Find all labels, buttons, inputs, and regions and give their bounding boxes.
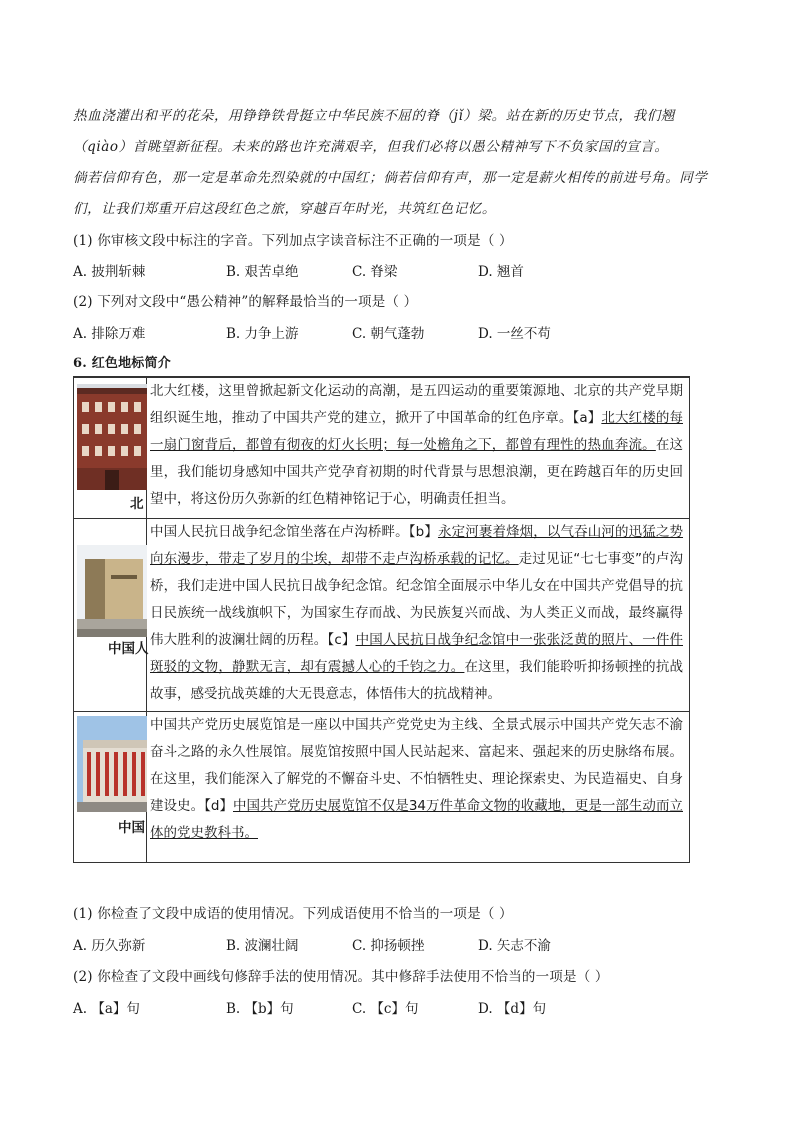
q5-1-option-d[interactable]: D. 翘首 <box>478 264 524 280</box>
intro-line-2: （qiào）首眺望新征程。未来的路也许充满艰辛，但我们必将以愚公精神写下不负家国的宣言。 <box>73 139 669 155</box>
war-memorial-text <box>150 519 683 708</box>
q5-2-option-d[interactable]: D. 一丝不苟 <box>478 326 551 342</box>
table-row-war-memorial <box>74 518 689 711</box>
sentence-c: 中国人民抗日战争纪念馆中一张张泛黄的照片、一件件斑驳的文物，静默无言，却有震撼人心的千钧之力。 <box>150 632 683 675</box>
q6-2-option-b[interactable]: B. 【b】句 <box>226 1001 294 1017</box>
intro-line-3: 倘若信仰有色，那一定是革命先烈染就的中国红；倘若信仰有声，那一定是薪火相传的前进号角。同学 <box>73 170 708 186</box>
red-building-photo <box>77 384 147 490</box>
red-building-text <box>150 378 683 513</box>
war-memorial-caption: 中国人 <box>108 641 149 657</box>
sentence-d: 中国共产党历史展览馆不仅是34万件革命文物的收藏地，更是一部生动而立体的党史教科书。 <box>150 798 683 841</box>
q6-1-option-d[interactable]: D. 矢志不渝 <box>478 938 551 954</box>
q6-2-option-c[interactable]: C. 【c】句 <box>352 1001 419 1017</box>
red-building-caption: 北 <box>130 496 144 512</box>
q5-2-stem: (2) 下列对文段中“愚公精神”的解释最恰当的一项是（ ） <box>73 294 418 310</box>
q5-1-option-b[interactable]: B. 艰苦卓绝 <box>226 264 299 280</box>
q5-2-option-b[interactable]: B. 力争上游 <box>226 326 299 342</box>
party-history-hall-caption: 中国 <box>118 820 145 836</box>
intro-line-1: 热血浇灌出和平的花朵，用铮铮铁骨挺立中华民族不屈的脊（jǐ）梁。站在新的历史节点，我们翘 <box>73 108 675 124</box>
war-memorial-text-part-3: 在这里，我们能聆听抑扬顿挫的抗战故事，感受抗战英雄的大无畏意志，体悟伟大的抗战精神。 <box>150 659 684 702</box>
q5-2-option-c[interactable]: C. 朝气蓬勃 <box>352 326 425 342</box>
table-row-party-history-hall <box>74 711 689 864</box>
q6-1-option-b[interactable]: B. 波澜壮阔 <box>226 938 299 954</box>
red-building-text-part-1: 北大红楼，这里曾掀起新文化运动的高潮，是五四运动的重要策源地、北京的共产党早期组织诞生地，推动了中国共产党的建立，掀开了中国革命的红色序章。【a】 <box>150 383 683 426</box>
sentence-b: 永定河裹着烽烟，以气吞山河的迅猛之势向东漫步，带走了岁月的尘埃，却带不走卢沟桥承载的记忆。 <box>150 524 684 567</box>
q5-1-option-c[interactable]: C. 脊梁 <box>352 264 398 280</box>
q6-1-option-a[interactable]: A. 历久弥新 <box>73 938 146 954</box>
landmark-table <box>73 376 690 863</box>
party-history-hall-text <box>150 712 683 847</box>
war-memorial-photo <box>77 545 147 637</box>
q6-2-stem: (2) 你检查了文段中画线句修辞手法的使用情况。其中修辞手法使用不恰当的一项是（ ） <box>73 969 609 985</box>
table-row-peking-red-building <box>74 377 689 518</box>
q6-1-option-c[interactable]: C. 抑扬顿挫 <box>352 938 425 954</box>
intro-line-4: 们，让我们郑重开启这段红色之旅，穿越百年时光，共筑红色记忆。 <box>73 201 496 217</box>
q6-1-stem: (1) 你检查了文段中成语的使用情况。下列成语使用不恰当的一项是（ ） <box>73 906 513 922</box>
q6-2-option-d[interactable]: D. 【d】句 <box>478 1001 547 1017</box>
q5-1-option-a[interactable]: A. 披荆斩棘 <box>73 264 146 280</box>
party-history-hall-text-part-1: 中国共产党历史展览馆是一座以中国共产党党史为主线、全景式展示中国共产党矢志不渝奋斗之路的永久性展馆。展览馆按照中国人民站起来、富起来、强起来的历史脉络布展。在这里，我们能深入了解党的不懈奋斗史、不怕牺牲史、理论探索史、为民造福史、自身建设史。【d】 <box>150 717 683 814</box>
q5-2-option-a[interactable]: A. 排除万难 <box>73 326 146 342</box>
q5-1-stem: (1) 你审核文段中标注的字音。下列加点字读音标注不正确的一项是（ ） <box>73 233 513 249</box>
war-memorial-text-part-1: 中国人民抗日战争纪念馆坐落在卢沟桥畔。【b】 <box>150 524 438 540</box>
party-history-hall-photo <box>77 716 147 812</box>
section-6-title: 6. 红色地标简介 <box>73 356 171 371</box>
q6-2-option-a[interactable]: A. 【a】句 <box>73 1001 140 1017</box>
red-building-text-part-2: 在这里，我们能切身感知中国共产党孕育初期的时代背景与思想浪潮，更在跨越百年的历史回望中，将这份历久弥新的红色精神铭记于心，明确责任担当。 <box>150 437 683 507</box>
sentence-a: 北大红楼的每一扇门窗背后，都曾有彻夜的灯火长明；每一处檐角之下，都曾有理性的热血奔流。 <box>150 410 683 453</box>
war-memorial-text-part-2: 走过见证“七七事变”的卢沟桥，我们走进中国人民抗日战争纪念馆。纪念馆全面展示中华儿女在中国共产党倡导的抗日民族统一战线旗帜下，为国家生存而战、为民族复兴而战、为人类正义而战，最终赢得伟大胜利的波澜壮阔的历程。【c】 <box>150 551 683 648</box>
